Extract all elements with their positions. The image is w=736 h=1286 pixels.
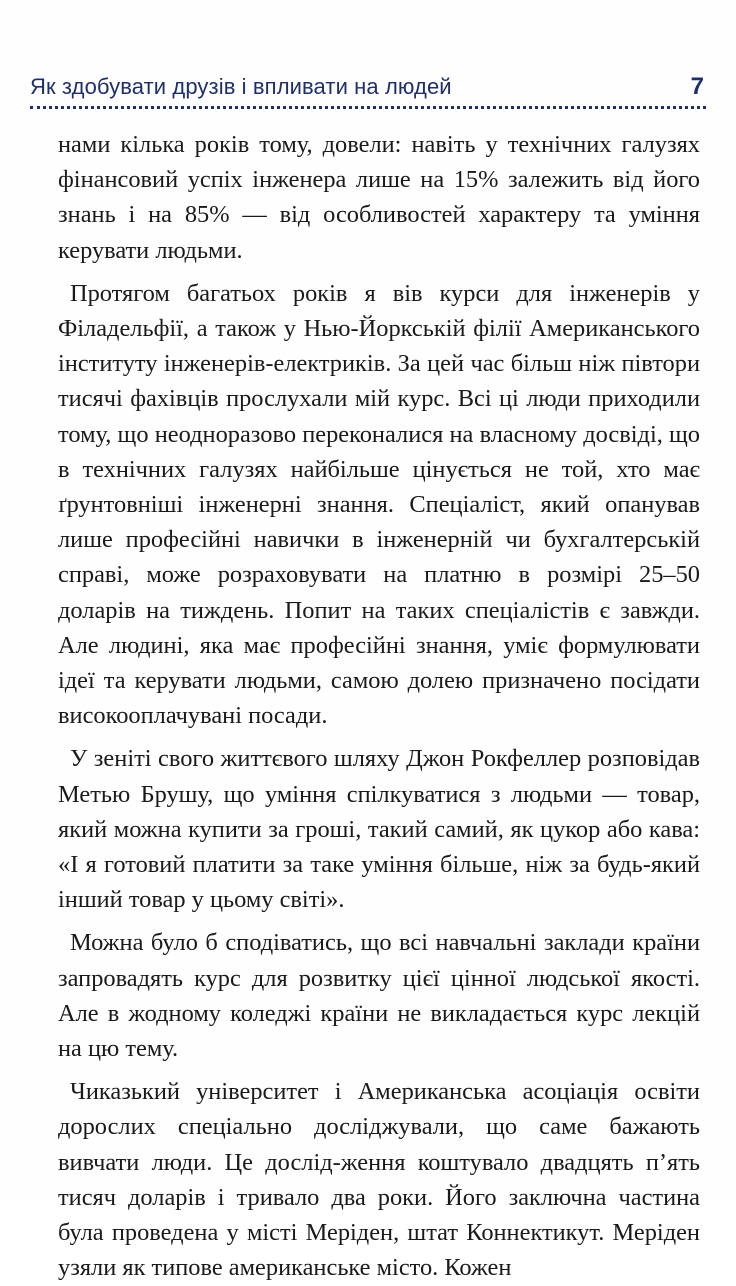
page-number: 7 [690,73,704,100]
paragraph: нами кілька років тому, довели: навіть у технічних галузях фінансовий успіх інженера лише на 15% залежить від його знань і на 85% — від особливостей характеру та уміння керувати людьми. [58,131,700,264]
dotted-divider [30,106,706,109]
running-head [30,72,706,106]
running-head-title: Як здобувати друзів і впливати на людей [30,74,452,99]
paragraph: У зеніті свого життєвого шляху Джон Рокфеллер розповідав Метью Брушу, що уміння спілкуватися з людьми — товар, який можна купити за гроші, такий самий, як цукор або кава: «І я готовий платити за таке уміння більше, ніж за будь-який інший товар у цьому світі». [58,745,700,914]
paragraph: Можна було б сподіватись, що всі навчальні заклади країни запровадять курс для розвитку цієї цінної людської якості. Але в жодному коледжі країни не викладається курс лекцій на цю тему. [58,929,700,1063]
paragraph: Протягом багатьох років я вів курси для інженерів у Філадельфії, а також у Нью-Йоркській філії Американського інституту інженерів-електриків. За цей час більш ніж півтори тисячі фахівців прослухали мій курс. Всі ці люди приходили тому, що неодноразово переконалися на власному досвіді, що в технічних галузях найбільше цінується не той, хто має ґрунтовніші інженерні знання. Спеціаліст, який опанував лише професійні навички в інженерній чи бухгалтерській справі, може розраховувати на платню в розмірі 25–50 доларів на тиждень. Попит на таких спеціалістів є завжди. Але людині, яка має професійні знання, уміє формулювати ідеї та керувати людьми, самою долею призначено посідати високооплачувані посади. [58,279,700,730]
paragraph: Чиказький університет і Американська асоціація освіти дорослих спеціально досліджували, що саме бажають вивчати люди. Це дослід-ження коштувало двадцять п’ять тисяч доларів і тривало два роки. Його заключна частина була проведена у місті Меріден, штат Коннектикут. Меріден узяли як типове американське місто. Кожен [58,1078,700,1282]
body-text [58,127,700,1286]
